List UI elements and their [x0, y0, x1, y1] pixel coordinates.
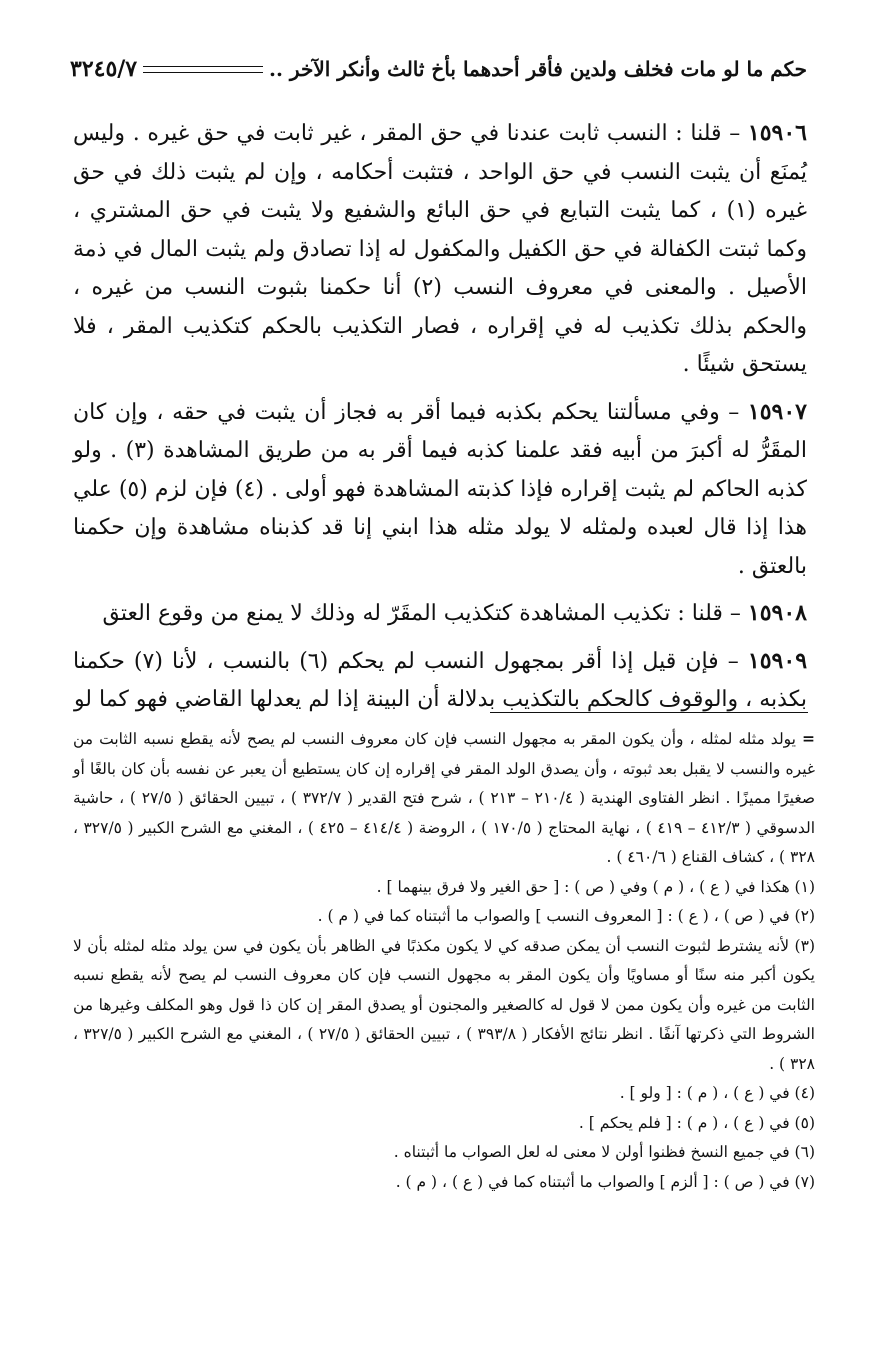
paragraph-text: – قلنا : تكذيب المشاهدة كتكذيب المقَرّ له وذلك لا يمنع من وقوع العتق	[102, 601, 748, 626]
paragraph-text: – وفي مسألتنا يحكم بكذبه فيما أقر به فجاز أن يثبت في حقه ، وإن كان المقَرُّ له أكبرَ من أبيه فقد علمنا كذبه فيما أقر به من طريق المشاهدة (٣) . ولو كذبه الحاكم لم يثبت إقراره فإذا كذبته المشاهدة فهو أولى . (٤) فإن لزم (٥) علي هذا إذا قال لعبده ولمثله لا يولد مثله هذا ابني إنا قد كذبناه مشاهدة وإن حكمنا بالعتق .	[73, 399, 808, 579]
paragraph	[73, 114, 807, 385]
paragraph	[73, 393, 807, 587]
paragraph-text: – قلنا : النسب ثابت عندنا في حق المقر ، غير ثابت في حق غيره . وليس يُمنَع أن يثبت النسب في حق الواحد ، فتثبت أحكامه ، وإن لم يثبت ذلك في حق غيره (١) ، كما يثبت التبايع في حق البائع والشفيع ولا يثبت في حق المشتري ، وكما ثبتت الكفالة في حق الكفيل والمكفول له إذا تصادق ولم يثبت المال في ذمة الأصيل . والمعنى في معروف النسب (٢) أنا حكمنا بثبوت النسب من غيره ، والحكم بذلك تكذيب له في إقراره ، فصار التكذيب بالحكم كتكذيب المقر ، فلا يستحق شيئًا .	[73, 121, 807, 377]
footnote-1: (١) هكذا في ( ع ) ، ( م ) وفي ( ص ) : [ حق الغير ولا فرق بينهما ] .	[376, 877, 815, 896]
running-header	[70, 56, 807, 82]
footnote-4: (٤) في ( ع ) ، ( م ) : [ ولو ] .	[619, 1084, 815, 1102]
paragraph-number: ١٥٩٠٦	[747, 120, 807, 146]
footnote-6: (٦) في جميع النسخ فظنوا أولن لا معنى له لعل الصواب ما أثبتناه .	[393, 1143, 815, 1161]
paragraph-number: ١٥٩٠٧	[747, 398, 807, 425]
paragraph-number: ١٥٩٠٨	[747, 600, 807, 626]
paragraph-text: – فإن قيل إذا أقر بمجهول النسب لم يحكم (٦) بالنسب ، لأنا (٧) حكمنا بكذبه ، والوقوف كالحكم بالتكذيب بدلالة أن البينة إذا لم يعدلها القاضي فهو كما لو	[73, 648, 807, 712]
footnote-7: (٧) في ( ص ) : [ ألزم ] والصواب ما أثبتناه كما في ( ع ) ، ( م ) .	[395, 1172, 815, 1191]
header-rule	[143, 66, 263, 73]
header-title: حكم ما لو مات فخلف ولدين فأقر أحدهما بأخ ثالث وأنكر الآخر ..	[269, 57, 807, 81]
paragraph	[73, 642, 807, 720]
continuation-mark: =	[802, 729, 815, 748]
footnote-continuation-text: يولد مثله لمثله ، وأن يكون المقر به مجهول النسب فإن كان معروف النسب لم يصح لأنه يقطع نسبه الثابت من غيره والنسب لا يقبل بعد ثبوته ، وأن يصدق الولد المقر في إقراره إن كان يستطيع أن يعبر عن نفسه بأن كان بالغًا أو صغيرًا مميزًا . انظر الفتاوى الهندية ( ٢١٠/٤ – ٢١٣ ) ، شرح فتح القدير ( ٣٧٢/٧ ) ، تبيين الحقائق ( ٢٧/٥ ) ، حاشية الدسوقي ( ٤١٢/٣ – ٤١٩ ) ، نهاية المحتاج ( ١٧٠/٥ ) ، الروضة ( ٤١٤/٤ – ٤٢٥ ) ، المغني مع الشرح الكبير ( ٣٢٧/٥ ، ٣٢٨ ) ، كشاف القناع ( ٤٦٠/٦ ) .	[73, 730, 816, 866]
main-text	[73, 114, 807, 728]
page-number: ٣٢٤٥/٧	[70, 56, 138, 82]
footnote-3: (٣) لأنه يشترط لثبوت النسب أن يمكن صدقه كي لا يكون مكذبًا في الظاهر بأن يكون في سن يولد مثله لمثله بأن لا يكون أكبر منه سنًا أو مساويًا وأن يكون المقر به مجهول النسب فإن كان معروف النسب لم يصح لأنه يقطع نسبه الثابت من غيره وأن يكون ممن لا قول له كالصغير والمجنون أو يصدق المقر إن كان ذا قول وهو المكلف وغيرها من الشروط التي ذكرتها آنفًا . انظر نتائج الأفكار ( ٣٩٣/٨ ) ، تبيين الحقائق ( ٢٧/٥ ) ، المغني مع الشرح الكبير ( ٣٢٧/٥ ، ٣٢٨ ) .	[73, 936, 815, 1073]
paragraph-number: ١٥٩٠٩	[747, 647, 808, 674]
footnotes	[73, 724, 815, 1197]
footnote-continuation	[73, 724, 815, 873]
paragraph	[73, 594, 807, 634]
footnote-separator	[490, 712, 808, 713]
footnote-5: (٥) في ( ع ) ، ( م ) : [ فلم يحكم ] .	[578, 1113, 815, 1132]
footnote-2: (٢) في ( ص ) ، ( ع ) : [ المعروف النسب ] والصواب ما أثبتناه كما في ( م ) .	[317, 907, 815, 925]
